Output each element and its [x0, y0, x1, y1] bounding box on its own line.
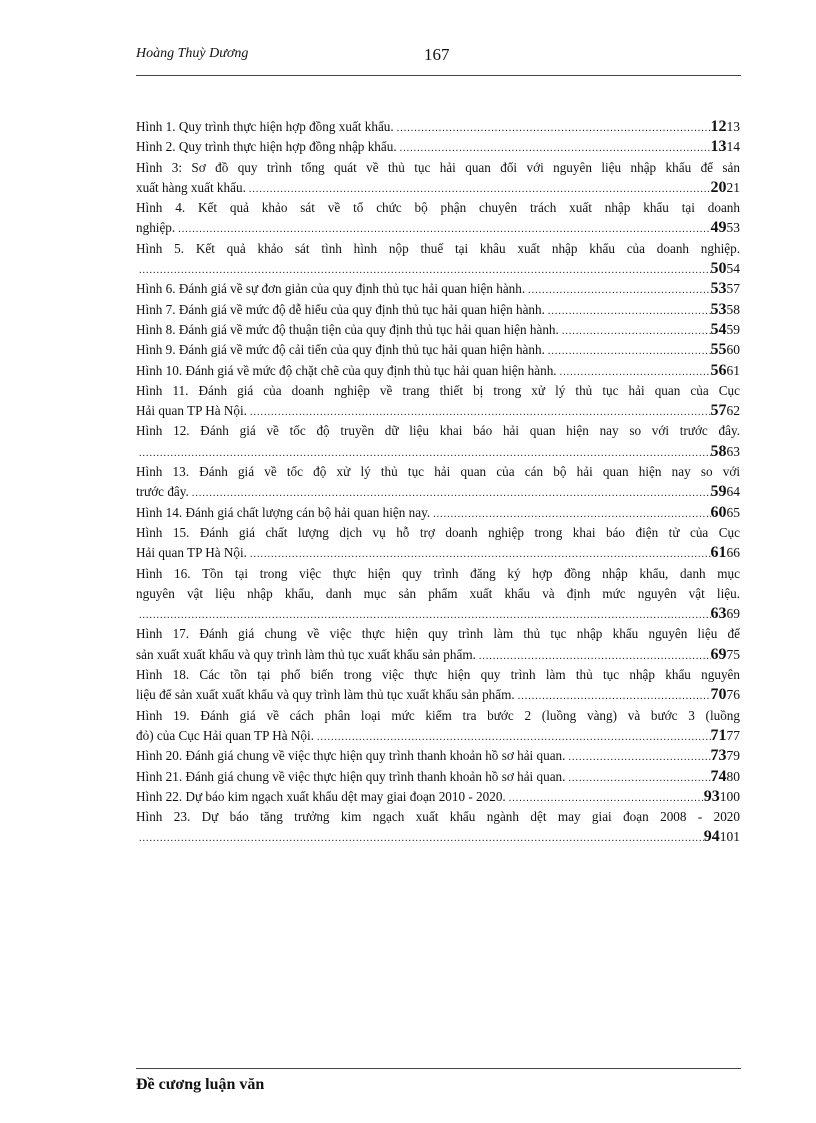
toc-entry-text: đỏ) của Cục Hải quan TP Hà Nội. — [136, 727, 314, 743]
toc-entry-text: Hình 18. Các tồn tại phổ biến trong việc thực hiện quy trình làm thủ tục nhập khẩu nguyên — [136, 667, 740, 683]
footer-rule — [136, 1068, 741, 1069]
toc-entry-text: Hình 2. Quy trình thực hiện hợp đồng nhập khẩu. — [136, 139, 397, 155]
toc-entry[interactable] — [136, 503, 740, 523]
page-number-old: 59 — [710, 483, 727, 501]
toc-entry[interactable] — [136, 787, 740, 807]
dot-leader — [528, 281, 710, 299]
page-number-old: 54 — [710, 320, 727, 338]
toc-entry[interactable] — [136, 381, 740, 422]
toc-entry-text: Hình 13. Đánh giá về tốc độ xử lý thủ tục hải quan của cán bộ hải quan hiện nay so với — [136, 464, 740, 480]
toc-entry-line — [136, 645, 740, 665]
toc-entry-line — [136, 442, 740, 462]
page-number-old: 20 — [710, 178, 727, 196]
page-number-old: 50 — [710, 260, 727, 278]
page-number-new: 79 — [726, 748, 740, 764]
toc-entry[interactable] — [136, 198, 740, 239]
dot-leader — [560, 363, 711, 381]
toc-entry[interactable] — [136, 279, 740, 299]
page-number-old: 49 — [710, 219, 727, 237]
toc-entry[interactable] — [136, 767, 740, 787]
page-number-old: 61 — [710, 544, 727, 562]
toc-entry-text: Hình 16. Tồn tại trong việc thực hiện quy trình đăng ký hợp đồng nhập khẩu, danh mục — [136, 565, 740, 581]
toc-entry-text: sản xuất xuất khẩu và quy trình làm thủ tục xuất khẩu sản phẩm. — [136, 646, 476, 662]
dot-leader — [139, 444, 711, 462]
toc-entry-line — [136, 218, 740, 238]
toc-entry-line — [136, 604, 740, 624]
page-number-old: 13 — [710, 138, 727, 156]
toc-entry[interactable] — [136, 706, 740, 747]
toc-entry-text: xuất hàng xuất khẩu. — [136, 179, 246, 195]
toc-entry-line — [136, 137, 740, 157]
dot-leader — [568, 769, 710, 787]
toc-entry-line — [136, 787, 740, 807]
header-rule — [136, 75, 741, 76]
dot-leader — [400, 139, 711, 157]
toc-entry[interactable] — [136, 564, 740, 625]
toc-entry-text: Hình 21. Đánh giá chung về việc thực hiện quy trình thanh khoản hồ sơ hải quan. — [136, 768, 566, 784]
toc-entry-text: Hình 10. Đánh giá về mức độ chặt chẽ của quy định thủ tục hải quan hiện hành. — [136, 362, 557, 378]
toc-entry-text: Hải quan TP Hà Nội. — [136, 545, 247, 561]
page-number-new: 64 — [726, 484, 740, 500]
toc-entry[interactable] — [136, 624, 740, 665]
toc-entry[interactable] — [136, 361, 740, 381]
toc-entry-line — [136, 503, 740, 523]
dot-leader — [249, 180, 711, 198]
toc-entry[interactable] — [136, 117, 740, 137]
toc-entry-text: Hình 20. Đánh giá chung về việc thực hiện quy trình thanh khoản hồ sơ hải quan. — [136, 748, 566, 764]
page-number-old: 53 — [710, 300, 727, 318]
toc-entry-line — [136, 361, 740, 381]
toc-entry-line — [136, 523, 740, 543]
toc-entry[interactable] — [136, 137, 740, 157]
toc-entry-text: Hình 15. Đánh giá chất lượng dịch vụ hỗ trợ doanh nghiệp trong khai báo điện tử của Cục — [136, 524, 740, 540]
toc-entry-text: Hình 1. Quy trình thực hiện hợp đồng xuất khẩu. — [136, 119, 394, 134]
page-number-new: 59 — [726, 321, 740, 337]
dot-leader — [139, 261, 711, 279]
page-number-new: 53 — [726, 220, 740, 236]
page-number-new: 60 — [726, 342, 740, 358]
toc-entry-line — [136, 259, 740, 279]
page-number-new: 54 — [726, 261, 740, 277]
page-number-new: 63 — [726, 443, 740, 459]
page-number-old: 12 — [710, 118, 727, 135]
toc-entry-text: Hình 4. Kết quả khảo sát về tổ chức bộ phận chuyên trách xuất nhập khẩu tại doanh — [136, 200, 740, 216]
toc-entry-line — [136, 401, 740, 421]
toc-entry-line — [136, 117, 740, 137]
dot-leader — [548, 302, 711, 320]
toc-entry-line — [136, 320, 740, 340]
toc-entry-text: Hình 23. Dự báo tăng trưởng kim ngạch xuất khẩu ngành dệt may giai đoạn 2008 - 2020 — [136, 809, 740, 825]
toc-entry-line — [136, 767, 740, 787]
toc-entry-text: Hình 12. Đánh giá về tốc độ truyền dữ liệu khai báo hải quan hiện nay so với trước đây. — [136, 423, 740, 439]
page-number-old: 94 — [703, 828, 720, 846]
page-number-old: 60 — [710, 503, 727, 521]
toc-entry-text: Hình 8. Đánh giá về mức độ thuận tiện của quy định thủ tục hải quan hiện hành. — [136, 321, 559, 337]
toc-entry[interactable] — [136, 523, 740, 564]
toc-entry-text: nghiệp. — [136, 220, 176, 236]
page-number-old: 93 — [703, 787, 720, 805]
page-number-old: 71 — [710, 726, 727, 744]
toc-entry-line — [136, 584, 740, 604]
dot-leader — [178, 220, 710, 238]
page-number-new: 77 — [726, 727, 740, 743]
dot-leader — [192, 484, 711, 502]
page-number-new: 66 — [726, 545, 740, 561]
toc-entry-text: Hình 19. Đánh giá về cách phân loại mức kiểm tra bước 2 (luồng vàng) và bước 3 (luồng — [136, 707, 740, 723]
table-of-figures — [136, 117, 740, 848]
dot-leader — [568, 748, 710, 766]
toc-entry-line — [136, 564, 740, 584]
toc-entry-line — [136, 300, 740, 320]
header-page-number: 167 — [424, 45, 450, 64]
dot-leader — [509, 789, 704, 807]
toc-entry-line — [136, 726, 740, 746]
toc-entry-text: Hải quan TP Hà Nội. — [136, 403, 247, 419]
toc-entry-line — [136, 746, 740, 766]
page-number-old: 56 — [710, 361, 727, 379]
toc-entry-line — [136, 543, 740, 563]
toc-entry[interactable] — [136, 462, 740, 503]
page-number-new: 69 — [726, 606, 740, 622]
toc-entry-line — [136, 421, 740, 441]
dot-leader — [562, 322, 711, 340]
page-number-old: 73 — [710, 747, 727, 765]
page-number-new: 13 — [726, 119, 740, 134]
toc-entry-line — [136, 462, 740, 482]
toc-entry-text: Hình 5. Kết quả khảo sát tình hình nộp thuế tại khâu xuất nhập khẩu của doanh nghiệp. — [136, 240, 740, 256]
dot-leader — [139, 606, 711, 624]
toc-entry-line — [136, 239, 740, 259]
toc-entry[interactable] — [136, 158, 740, 199]
toc-entry-line — [136, 482, 740, 502]
page-number-new: 80 — [726, 768, 740, 784]
dot-leader — [250, 403, 711, 421]
page-number-old: 69 — [710, 645, 727, 663]
page-number-old: 53 — [710, 280, 727, 298]
toc-entry-text: Hình 22. Dự báo kim ngạch xuất khẩu dệt may giai đoạn 2010 - 2020. — [136, 788, 506, 804]
toc-entry[interactable] — [136, 421, 740, 462]
page-number-old: 63 — [710, 605, 727, 623]
dot-leader — [250, 545, 711, 563]
toc-entry[interactable] — [136, 320, 740, 340]
toc-entry-text: Hình 3: Sơ đồ quy trình tổng quát về thủ tục hải quan đối với nguyên liệu nhập khẩu để sản — [136, 159, 740, 175]
toc-entry-line — [136, 807, 740, 827]
toc-entry-line — [136, 827, 740, 847]
toc-entry-line — [136, 158, 740, 178]
dot-leader — [139, 829, 704, 847]
toc-entry-line — [136, 706, 740, 726]
page-number-new: 76 — [726, 687, 740, 703]
toc-entry[interactable] — [136, 300, 740, 320]
dot-leader — [397, 119, 711, 137]
dot-leader — [518, 687, 711, 705]
page-number-new: 65 — [726, 504, 740, 520]
toc-entry-line — [136, 340, 740, 360]
toc-entry-line — [136, 665, 740, 685]
toc-entry[interactable] — [136, 665, 740, 706]
toc-entry-line — [136, 178, 740, 198]
toc-entry-text: Hình 17. Đánh giá chung về việc thực hiện quy trình làm thủ tục nhập khẩu nguyên liệu để — [136, 626, 740, 642]
page-number-old: 74 — [710, 767, 727, 785]
page-number-new: 61 — [726, 362, 740, 378]
dot-leader — [548, 342, 711, 360]
dot-leader — [479, 647, 711, 665]
header-author: Hoàng Thuỳ Dương — [136, 46, 249, 61]
page-number-old: 57 — [710, 402, 727, 420]
toc-entry-text: nguyên vật liệu nhập khẩu, danh mục sản phẩm xuất khẩu và định mức nguyên vật liệu. — [136, 585, 740, 601]
page-number-new: 75 — [726, 646, 740, 662]
toc-entry-line — [136, 198, 740, 218]
page-number-new: 14 — [726, 139, 740, 155]
toc-entry-text: liệu để sản xuất xuất khẩu và quy trình làm thủ tục xuất khẩu sản phẩm. — [136, 687, 515, 703]
page-number-old: 70 — [710, 686, 727, 704]
toc-entry[interactable] — [136, 239, 740, 280]
page-number-new: 100 — [719, 788, 740, 804]
toc-entry-text: Hình 6. Đánh giá về sự đơn giản của quy định thủ tục hải quan hiện hành. — [136, 281, 526, 297]
toc-entry-text: trước đây. — [136, 484, 189, 500]
page-number-new: 58 — [726, 301, 740, 317]
page-number-new: 62 — [726, 403, 740, 419]
page-number-new: 57 — [726, 281, 740, 297]
footer-title: Đề cương luận văn — [136, 1076, 265, 1093]
toc-entry-text: Hình 14. Đánh giá chất lượng cán bộ hải quan hiện nay. — [136, 504, 431, 520]
page-number-new: 101 — [719, 829, 740, 845]
dot-leader — [433, 505, 710, 523]
page-number-new: 21 — [726, 179, 740, 195]
toc-entry-line — [136, 279, 740, 299]
toc-entry[interactable] — [136, 746, 740, 766]
toc-entry-text: Hình 9. Đánh giá về mức độ cải tiến của quy định thủ tục hải quan hiện hành. — [136, 342, 545, 358]
page-number-old: 58 — [710, 442, 727, 460]
toc-entry-line — [136, 685, 740, 705]
dot-leader — [317, 728, 711, 746]
toc-entry-line — [136, 381, 740, 401]
page-number-old: 55 — [710, 341, 727, 359]
toc-entry-text: Hình 7. Đánh giá về mức độ dễ hiểu của quy định thủ tục hải quan hiện hành. — [136, 301, 545, 317]
toc-entry-text: Hình 11. Đánh giá của doanh nghiệp về trang thiết bị trong xử lý thủ tục hải quan của Cục — [136, 382, 740, 398]
toc-entry[interactable] — [136, 807, 740, 848]
toc-entry[interactable] — [136, 340, 740, 360]
toc-entry-line — [136, 624, 740, 644]
